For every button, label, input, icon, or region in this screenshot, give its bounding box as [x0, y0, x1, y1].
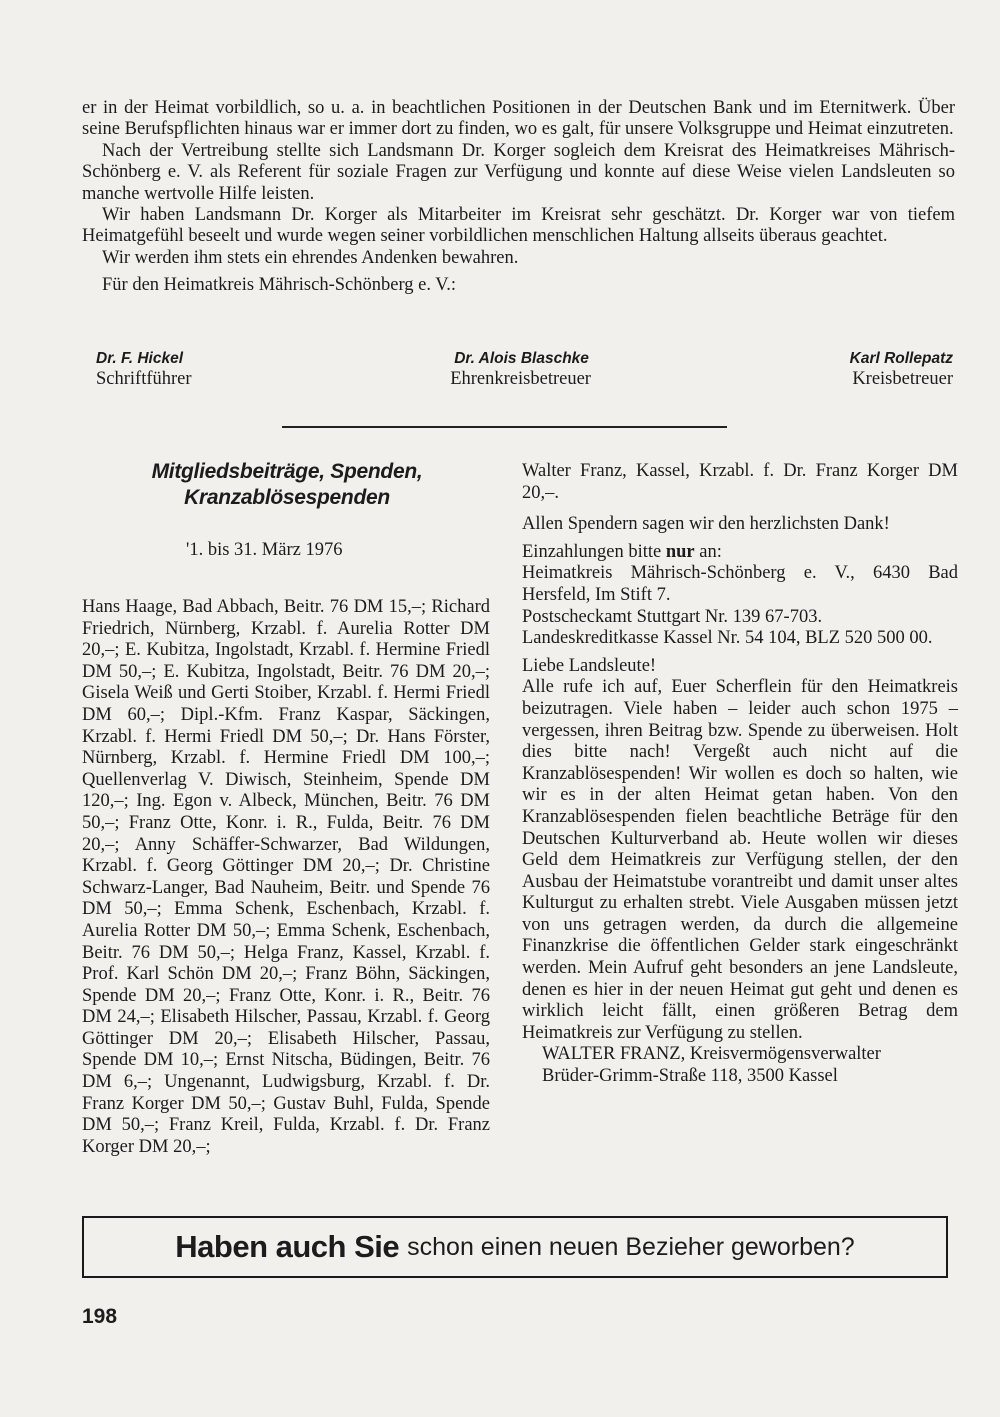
signature-role: Schriftführer: [96, 369, 192, 389]
appeal-text: Alle rufe ich auf, Euer Scherflein für den Heimatkreis beizutragen. Viele haben – leider auch schon 1975 – vergessen, ihren Beitrag bzw. Spende zu überweisen. Holt dies bitte nach! Vergeßt auch nicht auf die Kranzablösespenden! Wir wollen es doch so halten, wie wir es in der alten Heimat getan haben. Von den Kranzablösespenden fielen beachtliche Beträge für den Deutschen Kulturverband ab. Heute wollen wir dieses Geld dem Heimatkreis zur Verfügung stellen, der den Ausbau der Heimatstube vorantreibt und damit unser altes Kulturgut zu erhalten strebt. Viele Ausgaben müssen jetzt von uns getragen werden, da durch die allgemeine Finanzkrise die öffentlichen Gelder stark eingeschränkt werden. Mein Aufruf geht besonders an jene Landsleute, denen es hier in der neuen Heimat gut geht und denen es wirklich leicht fällt, einen größeren Betrag dem Heimatkreis zur Verfügung zu stellen.: [522, 677, 958, 1043]
donations-heading: [82, 459, 492, 511]
heading-line: Kranzablösespenden: [184, 486, 390, 509]
payment-intro: [522, 542, 958, 564]
donations-list-continued: Walter Franz, Kassel, Krzabl. f. Dr. Franz Korger DM 20,–.: [522, 461, 958, 503]
signature-name: Dr. Alois Blaschke: [454, 350, 589, 367]
donations-right-column: [522, 461, 958, 1088]
bank-account: Landeskreditkasse Kassel Nr. 54 104, BLZ 520 500 00.: [522, 628, 933, 649]
subscriber-promo-box: [82, 1216, 948, 1278]
payment-intro-text: an:: [694, 541, 722, 562]
promo-rest-text: schon einen neuen Bezieher geworben?: [407, 1232, 855, 1261]
donations-list: [82, 597, 490, 1158]
greeting: Liebe Landsleute!: [522, 655, 657, 676]
payment-intro-text: Einzahlungen bitte: [522, 541, 666, 562]
section-divider: [282, 426, 727, 428]
date-range: '1. bis 31. März 1976: [186, 540, 343, 560]
thanks-text: Allen Spendern sagen wir den herzlichsten Dank!: [522, 514, 890, 535]
signer-address: Brüder-Grimm-Straße 118, 3500 Kassel: [542, 1066, 838, 1087]
payment-intro-emphasis: nur: [665, 541, 695, 562]
signature-row: [96, 348, 953, 390]
signature-block: [96, 348, 192, 390]
obituary-text: [82, 98, 955, 297]
signature-name: Karl Rollepatz: [849, 350, 953, 367]
heading-line: Mitgliedsbeiträge, Spenden,: [151, 460, 423, 483]
signature-name: Dr. F. Hickel: [96, 350, 184, 367]
promo-strong-text: Haben auch Sie: [175, 1229, 400, 1264]
signature-block: [450, 348, 591, 390]
signature-role: Ehrenkreisbetreuer: [450, 369, 591, 389]
obituary-paragraph: Wir werden ihm stets ein ehrendes Andenken bewahren.: [102, 247, 519, 268]
signature-block: [850, 348, 953, 390]
obituary-paragraph: Wir haben Landsmann Dr. Korger als Mitarbeiter im Kreisrat sehr geschätzt. Dr. Korger war von tiefem Heimatgefühl beseelt und wurde wegen seiner vorbildlichen menschlichen Haltung allseits überaus geachtet.: [82, 205, 955, 247]
obituary-paragraph: Nach der Vertreibung stellte sich Landsmann Dr. Korger sogleich dem Kreisrat des Heimatkreises Mährisch-Schönberg e. V. als Referent für soziale Fragen zur Verfügung und konnte auf diese Weise vielen Landsleuten so manche wertvolle Hilfe leisten.: [82, 140, 955, 204]
bank-account: Postscheckamt Stuttgart Nr. 139 67-703.: [522, 606, 823, 627]
obituary-paragraph: Für den Heimatkreis Mährisch-Schönberg e. V.:: [102, 275, 457, 296]
signature-role: Kreisbetreuer: [852, 369, 953, 389]
signer-name: WALTER FRANZ, Kreisvermögensverwalter: [542, 1044, 881, 1065]
donations-list-text: Hans Haage, Bad Abbach, Beitr. 76 DM 15,–; Richard Friedrich, Nürnberg, Krzabl. f. Aurelia Rotter DM 20,–; E. Kubitza, Ingolstadt, Krzabl. f. Hermine Friedl DM 50,–; E. Kubitza, Ingolstadt, Beitr. 76 DM 20,–; Gisela Weiß und Gerti Stoiber, Krzabl. f. Hermi Friedl DM 60,–; Dipl.-Kfm. Franz Kaspar, Säckingen, Krzabl. f. Hermi Friedl DM 50,–; Dr. Hans Förster, Nürnberg, Krzabl. f. Hermine Friedl DM 100,–; Quellenverlag V. Diwisch, Steinheim, Spende DM 120,–; Ing. Egon v. Albeck, München, Beitr. 76 DM 50,–; Franz Otte, Konr. i. R., Fulda, Beitr. 76 DM 20,–; Anny Schäffer-Schwarzer, Bad Wildungen, Krzabl. f. Georg Göttinger DM 20,–; Dr. Christine Schwarz-Langer, Bad Nauheim, Beitr. und Spende 76 DM 50,–; Emma Schenk, Eschenbach, Krzabl. f. Aurelia Rotter DM 50,–; Emma Schenk, Eschenbach, Beitr. 76 DM 50,–; Helga Franz, Kassel, Krzabl. f. Prof. Karl Schön DM 20,–; Franz Böhn, Säckingen, Spende DM 20,–; Franz Otte, Konr. i. R., Beitr. 76 DM 24,–; Elisabeth Hilscher, Passau, Krzabl. f. Georg Göttinger DM 20,–; Elisabeth Hilscher, Passau, Spende DM 10,–; Ernst Nitscha, Büdingen, Beitr. 76 DM 6,–; Ungenannt, Ludwigsburg, Krzabl. f. Dr. Franz Korger DM 50,–; Gustav Buhl, Fulda, Spende DM 50,–; Franz Kreil, Fulda, Krzabl. f. Dr. Franz Korger DM 20,–;: [82, 597, 490, 1157]
obituary-paragraph: er in der Heimat vorbildlich, so u. a. in beachtlichen Positionen in der Deutschen Bank und im Eternitwerk. Über seine Berufspflichten hinaus war er immer dort zu finden, wo es galt, für unsere Volksgruppe und Heimat einzutreten.: [82, 98, 955, 140]
page-number: 198: [82, 1305, 118, 1328]
payment-address: Heimatkreis Mährisch-Schönberg e. V., 6430 Bad Hersfeld, Im Stift 7.: [522, 563, 958, 605]
